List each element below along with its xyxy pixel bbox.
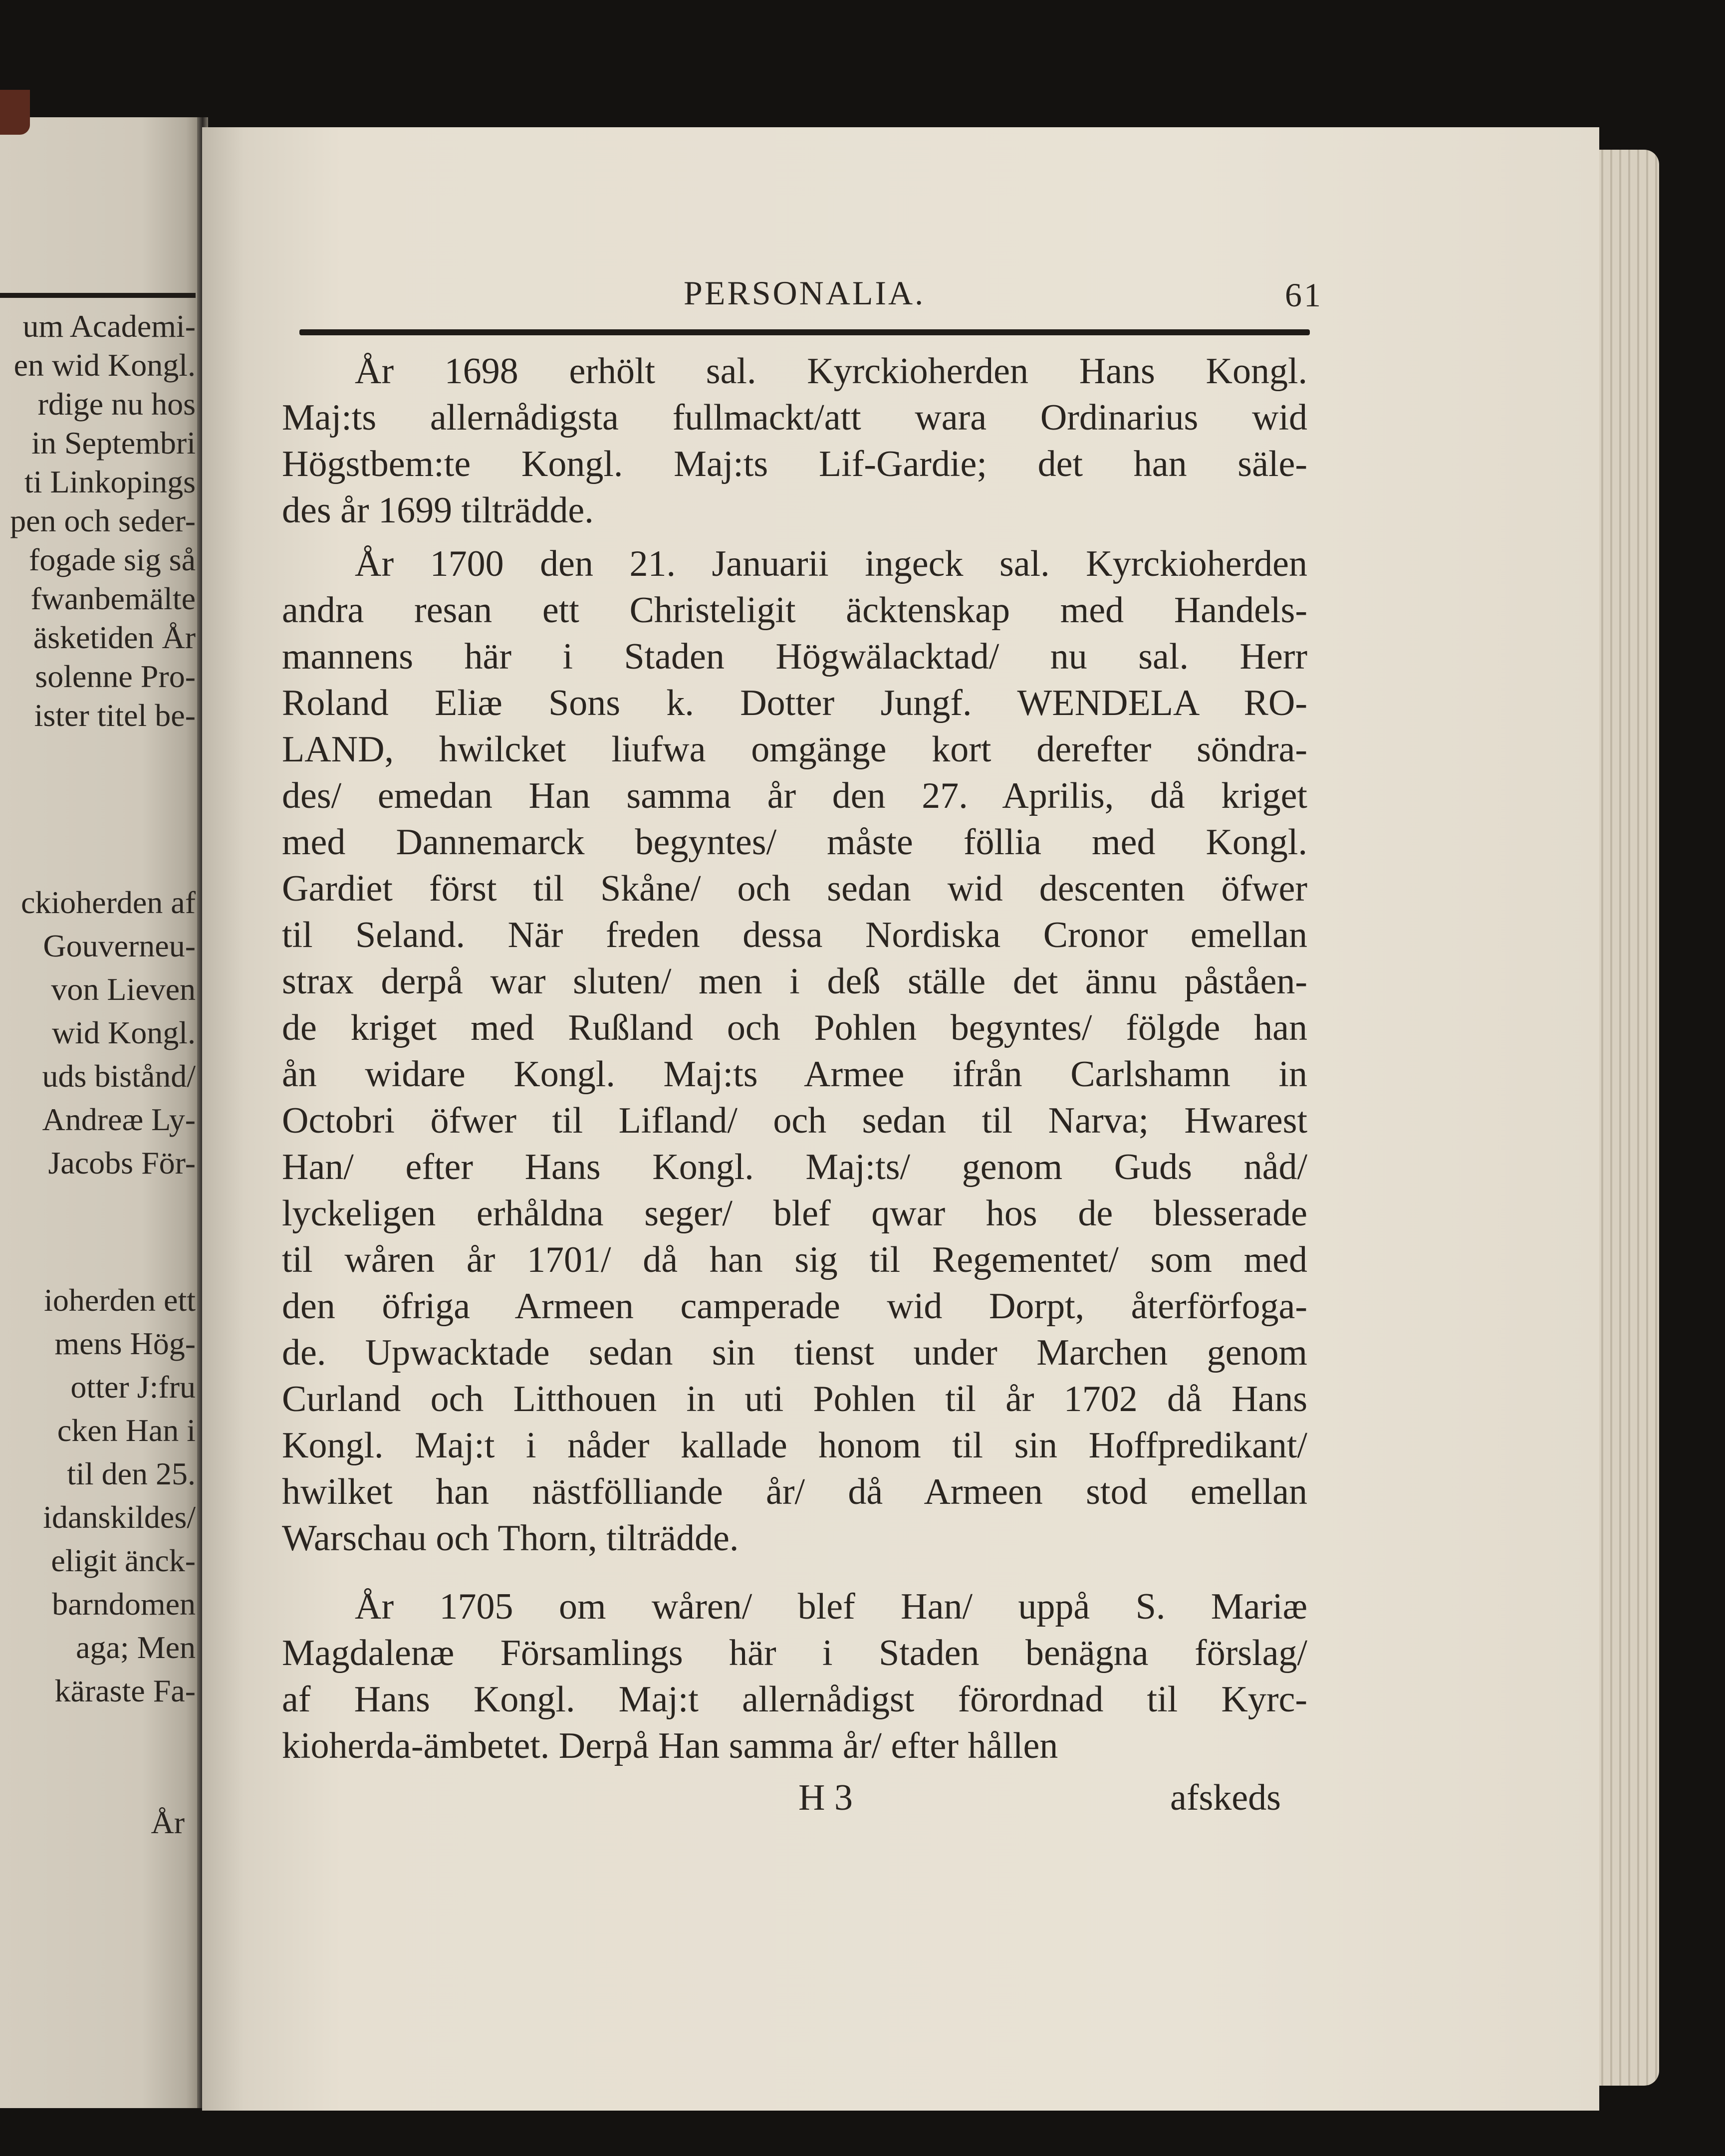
text-line: År 1705 om wåren/ blef Han/ uppå S. Mariæ (355, 1586, 1307, 1627)
page-edges (1594, 150, 1659, 2086)
left-page-text-line: wid Kongl. (52, 1015, 196, 1050)
text-line: Octobri öfwer til Lifland/ och sedan til Narva; Hwarest (282, 1100, 1307, 1141)
left-page-text-line: til den 25. (67, 1456, 196, 1491)
signature-mark: H 3 (798, 1777, 853, 1818)
left-page-text-line: äsketiden År (33, 620, 196, 655)
left-page-text-line: ti Linkopings (24, 464, 196, 499)
text-line: Maj:ts allernådigsta fullmackt/att wara Ordinarius wid (282, 397, 1307, 438)
text-line: des/ emedan Han samma år den 27. Aprilis, då kriget (282, 775, 1307, 816)
text-line: Warschau och Thorn, tilträdde. (282, 1518, 739, 1559)
text-line: de kriget med Rußland och Pohlen begyntes/ fölgde han (282, 1007, 1307, 1048)
text-line: Kongl. Maj:t i nåder kallade honom til sin Hoffpredikant/ (282, 1425, 1307, 1466)
text-line: Gardiet först til Skåne/ och sedan wid descenten öfwer (282, 868, 1307, 909)
book-cover-edge (0, 90, 30, 135)
left-page-text-line: solenne Pro- (35, 659, 196, 694)
text-line: lyckeligen erhåldna seger/ blef qwar hos de blesserade (282, 1193, 1307, 1234)
left-page-text-line: fogade sig så (28, 542, 196, 577)
text-line: des år 1699 tilträdde. (282, 490, 594, 531)
left-page-text-line: fwanbemälte (30, 581, 196, 616)
text-line: År 1700 den 21. Januarii ingeck sal. Kyrckioherden (355, 543, 1307, 584)
text-line: til Seland. När freden dessa Nordiska Cronor emellan (282, 915, 1307, 956)
left-page-text-line: ioherden ett (44, 1282, 196, 1318)
left-page-text-line: idanskildes/ (43, 1499, 196, 1535)
left-page-text-line: barndomen (52, 1586, 196, 1622)
left-page-text-line: Jacobs För- (48, 1145, 196, 1181)
left-page-catchword: År (151, 1805, 185, 1840)
paragraph (282, 541, 1307, 1562)
catchword: afskeds (1170, 1777, 1281, 1818)
text-line: andra resan ett Christeligit äcktenskap med Handels- (282, 590, 1307, 631)
text-line: kioherda-ämbetet. Derpå Han samma år/ efter hållen (282, 1725, 1058, 1766)
left-page-text-block (0, 307, 196, 735)
text-line: LAND, hwilcket liufwa omgänge kort derefter söndra- (282, 729, 1307, 770)
text-line: Roland Eliæ Sons k. Dotter Jungf. WENDELA RO- (282, 683, 1307, 723)
text-line: den öfriga Armeen camperade wid Dorpt, återförfoga- (282, 1286, 1307, 1327)
text-line: Högstbem:te Kongl. Maj:ts Lif-Gardie; det han säle- (282, 444, 1307, 484)
text-line: strax derpå war sluten/ men i deß ställe det ännu påståen- (282, 961, 1307, 1002)
paragraph (282, 348, 1307, 534)
left-page-text-line: eligit änck- (51, 1543, 196, 1578)
text-line: Magdalenæ Församlings här i Staden benägna förslag/ (282, 1633, 1307, 1674)
left-page-text-line: otter J:fru (70, 1369, 196, 1405)
left-page-text-line: Andreæ Ly- (42, 1102, 196, 1137)
left-page-text-line: aga; Men (76, 1630, 196, 1665)
paragraph (282, 1584, 1307, 1769)
left-page-text-line: uds bistånd/ (42, 1058, 196, 1094)
left-page (0, 117, 202, 2108)
left-page-text-block (0, 881, 196, 1185)
left-page-text-line: en wid Kongl. (13, 347, 196, 383)
left-page-text-line: cken Han i (57, 1413, 196, 1448)
text-line: mannens här i Staden Högwälacktad/ nu sal. Herr (282, 636, 1307, 677)
text-line: af Hans Kongl. Maj:t allernådigst förordnad til Kyrc- (282, 1679, 1307, 1720)
text-line: Curland och Litthouen in uti Pohlen til år 1702 då Hans (282, 1379, 1307, 1420)
text-line: hwilket han nästfölliande år/ då Armeen stod emellan (282, 1471, 1307, 1512)
left-page-text-line: ckioherden af (20, 885, 196, 920)
text-line: med Dannemarck begyntes/ måste föllia med Kongl. (282, 822, 1307, 863)
page-number: 61 (1285, 276, 1323, 314)
text-line: År 1698 erhölt sal. Kyrckioherden Hans Kongl. (355, 351, 1307, 392)
left-page-text-line: um Academi- (22, 308, 196, 344)
left-page-text-line: von Lieven (51, 971, 196, 1007)
text-line: de. Upwacktade sedan sin tienst under Marchen genom (282, 1332, 1307, 1373)
left-page-head-rule (0, 293, 196, 298)
left-page-text-line: Gouverneu- (43, 928, 196, 963)
running-head: PERSONALIA. (684, 274, 926, 312)
left-page-text-line: käraste Fa- (54, 1673, 196, 1708)
left-page-text-line: mens Hög- (54, 1326, 196, 1361)
left-page-text-line: ister titel be- (34, 698, 196, 733)
left-page-text-line: in Septembri (31, 425, 196, 461)
text-line: Han/ efter Hans Kongl. Maj:ts/ genom Guds nåd/ (282, 1147, 1307, 1188)
text-line: ån widare Kongl. Maj:ts Armee ifrån Carlshamn in (282, 1054, 1307, 1095)
left-page-text-line: pen och seder- (10, 503, 196, 538)
head-rule (299, 329, 1310, 335)
text-line: til wåren år 1701/ då han sig til Regementet/ som med (282, 1239, 1307, 1280)
left-page-text-line: rdige nu hos (37, 386, 196, 422)
left-page-text-block (0, 1278, 196, 1712)
